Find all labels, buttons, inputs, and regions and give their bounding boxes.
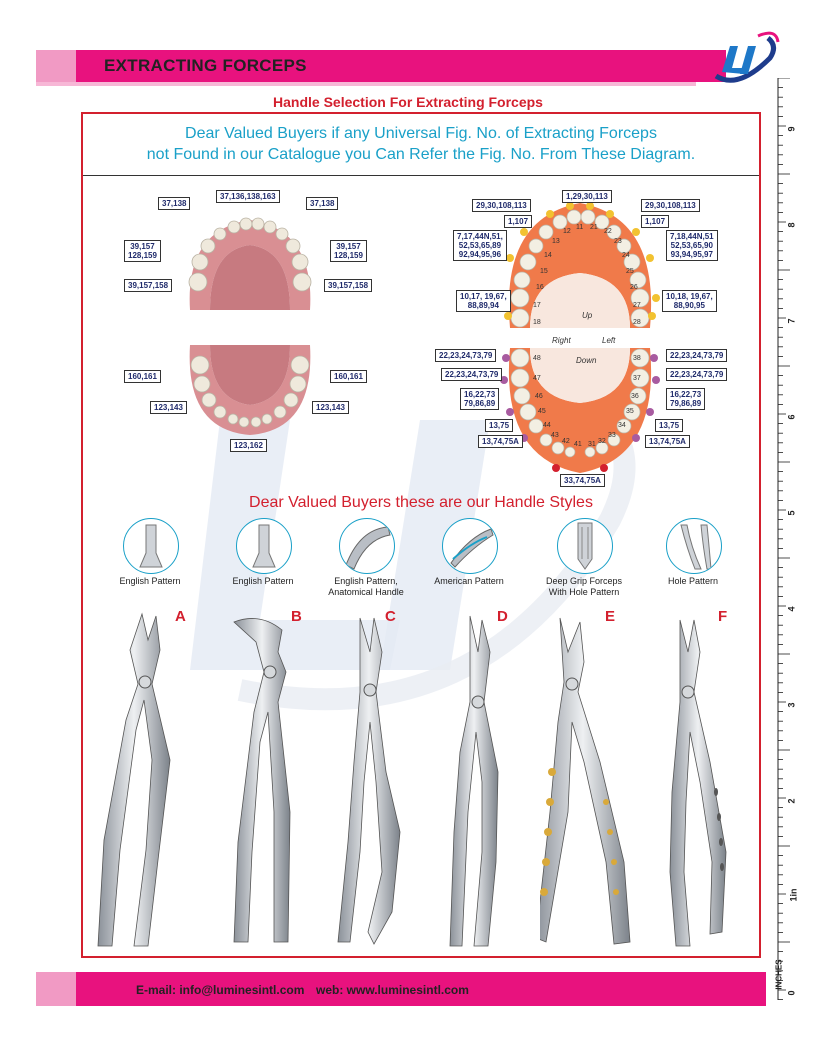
ruler-number: 3 xyxy=(786,702,797,708)
lower-jaw-label: 123,143 xyxy=(150,401,187,414)
tooth-chart-label: 13,74,75A xyxy=(478,435,523,448)
handle-style-label: English Pattern xyxy=(119,576,181,586)
tooth-chart-label: 22,23,24,73,79 xyxy=(435,349,496,362)
tooth-number: 38 xyxy=(633,355,641,362)
tooth-number: 28 xyxy=(633,319,641,326)
upper-jaw-label: 39,157,158 xyxy=(324,279,372,292)
chart-word-down: Down xyxy=(576,356,597,365)
handle-style-label: English Pattern, Anatomical Handle xyxy=(328,576,404,597)
handle-style-deep-grip-icon xyxy=(557,518,613,574)
forceps-letter: A xyxy=(175,608,186,625)
forceps-f-image xyxy=(650,612,750,952)
buyers-note xyxy=(83,123,759,165)
lower-jaw-label: 123,162 xyxy=(230,439,267,452)
page-title: EXTRACTING FORCEPS xyxy=(104,56,307,75)
footer-email[interactable]: E-mail: info@luminesintl.com xyxy=(136,983,305,997)
tooth-chart-label: 13,75 xyxy=(485,419,513,432)
tooth-number: 43 xyxy=(551,432,559,439)
handle-style-label: Deep Grip Forceps With Hole Pattern xyxy=(545,576,623,597)
tooth-number: 45 xyxy=(538,408,546,415)
forceps-letter: C xyxy=(385,608,396,625)
forceps-b-image xyxy=(220,612,320,952)
handle-styles-title: Dear Valued Buyers these are our Handle Styles xyxy=(249,494,593,511)
ruler-number: 0 xyxy=(786,990,797,996)
ruler-number: 9 xyxy=(786,126,797,132)
header-bar-accent xyxy=(36,50,76,82)
ruler-number: 1in xyxy=(788,888,799,902)
tooth-number: 18 xyxy=(533,319,541,326)
tooth-chart-label: 13,74,75A xyxy=(645,435,690,448)
forceps-c-image xyxy=(330,612,430,952)
upper-jaw-label: 37,136,138,163 xyxy=(216,190,280,203)
handle-style-label: American Pattern xyxy=(434,576,504,586)
header-stripe xyxy=(36,82,696,86)
tooth-number: 33 xyxy=(608,432,616,439)
tooth-number: 11 xyxy=(576,224,584,231)
tooth-number: 14 xyxy=(544,252,552,259)
tooth-chart-label: 1,29,30,113 xyxy=(562,190,612,203)
lower-jaw-label: 123,143 xyxy=(312,401,349,414)
tooth-chart-label: 33,74,75A xyxy=(560,474,605,487)
tooth-chart-label: 10,18, 19,67, 88,90,95 xyxy=(662,290,717,312)
handle-style-anatomical-icon xyxy=(339,518,395,574)
handle-style-english-icon xyxy=(123,518,179,574)
buyers-note-line1: Dear Valued Buyers if any Universal Fig. No. of Extracting Forceps xyxy=(185,125,657,142)
page-subtitle: Handle Selection For Extracting Forceps xyxy=(273,94,543,110)
tooth-chart-label: 1,107 xyxy=(504,215,532,228)
chart-word-left: Left xyxy=(602,336,616,345)
footer-website[interactable]: web: www.luminesintl.com xyxy=(316,983,469,997)
tooth-chart-label: 16,22,73 79,86,89 xyxy=(666,388,705,410)
upper-jaw-label: 37,138 xyxy=(306,197,338,210)
tooth-chart-label: 10,17, 19,67, 88,89,94 xyxy=(456,290,511,312)
tooth-chart-label: 16,22,73 79,86,89 xyxy=(460,388,499,410)
ruler-number: 6 xyxy=(786,414,797,420)
tooth-number: 15 xyxy=(540,268,548,275)
forceps-d-image xyxy=(440,612,540,952)
forceps-a-image xyxy=(90,610,190,950)
forceps-letter: D xyxy=(497,608,508,625)
buyers-note-line2: not Found in our Catalogue you Can Refer the Fig. No. From These Diagram. xyxy=(146,146,696,163)
ruler-ticks xyxy=(776,78,800,1000)
tooth-number: 42 xyxy=(562,438,570,445)
tooth-number: 26 xyxy=(630,284,638,291)
handle-style-american-icon xyxy=(442,518,498,574)
tooth-number: 25 xyxy=(626,268,634,275)
tooth-chart-label: 7,18,44N,51 52,53,65,90 93,94,95,97 xyxy=(666,230,718,261)
tooth-number: 22 xyxy=(604,228,612,235)
tooth-number: 48 xyxy=(533,355,541,362)
tooth-number: 12 xyxy=(563,228,571,235)
tooth-chart-label: 22,23,24,73,79 xyxy=(666,349,727,362)
ruler-number: 2 xyxy=(786,798,797,804)
forceps-letter: E xyxy=(605,608,616,625)
tooth-number: 17 xyxy=(533,302,541,309)
handle-style-label: English Pattern xyxy=(232,576,294,586)
ruler-number: 7 xyxy=(786,318,797,324)
lower-jaw-image xyxy=(185,340,315,440)
tooth-chart-label: 13,75 xyxy=(655,419,683,432)
upper-jaw-image xyxy=(180,210,320,315)
tooth-number: 46 xyxy=(535,393,543,400)
tooth-chart-label: 7,17,44N,51, 52,53,65,89 92,94,95,96 xyxy=(453,230,507,261)
lower-jaw-label: 160,161 xyxy=(330,370,367,383)
forceps-letter: B xyxy=(291,608,302,625)
tooth-number: 37 xyxy=(633,375,641,382)
tooth-chart-label: 29,30,108,113 xyxy=(641,199,700,212)
tooth-number: 41 xyxy=(574,441,582,448)
divider xyxy=(83,175,759,176)
footer-bar-accent xyxy=(36,972,76,1006)
tooth-chart-label: 22,23,24,73,79 xyxy=(441,368,502,381)
company-logo xyxy=(708,28,782,88)
tooth-number: 24 xyxy=(622,252,630,259)
chart-word-right: Right xyxy=(552,336,571,345)
tooth-number: 31 xyxy=(588,441,596,448)
forceps-letter: F xyxy=(718,608,728,625)
upper-jaw-label: 39,157 128,159 xyxy=(330,240,367,262)
tooth-number: 34 xyxy=(618,422,626,429)
handle-style-english-icon xyxy=(236,518,292,574)
tooth-number: 13 xyxy=(552,238,560,245)
tooth-number: 21 xyxy=(590,224,598,231)
tooth-chart-label: 1,107 xyxy=(641,215,669,228)
tooth-chart-label: 22,23,24,73,79 xyxy=(666,368,727,381)
lower-jaw-label: 160,161 xyxy=(124,370,161,383)
upper-jaw-label: 39,157,158 xyxy=(124,279,172,292)
tooth-number: 16 xyxy=(536,284,544,291)
handle-style-hole-icon xyxy=(666,518,722,574)
forceps-e-image xyxy=(540,612,640,952)
tooth-chart-label: 29,30,108,113 xyxy=(472,199,531,212)
tooth-number: 47 xyxy=(533,375,541,382)
ruler-number: 4 xyxy=(786,606,797,612)
tooth-number: 27 xyxy=(633,302,641,309)
tooth-number: 35 xyxy=(626,408,634,415)
tooth-number: 36 xyxy=(631,393,639,400)
handle-style-label: Hole Pattern xyxy=(667,576,719,586)
inch-ruler xyxy=(776,78,800,1000)
ruler-number: 5 xyxy=(786,510,797,516)
tooth-number: 44 xyxy=(543,422,551,429)
upper-jaw-label: 37,138 xyxy=(158,197,190,210)
upper-jaw-label: 39,157 128,159 xyxy=(124,240,161,262)
ruler-number: 8 xyxy=(786,222,797,228)
ruler-unit: INCHES xyxy=(774,959,784,990)
tooth-number: 32 xyxy=(598,438,606,445)
chart-word-up: Up xyxy=(582,311,593,320)
tooth-number: 23 xyxy=(614,238,622,245)
